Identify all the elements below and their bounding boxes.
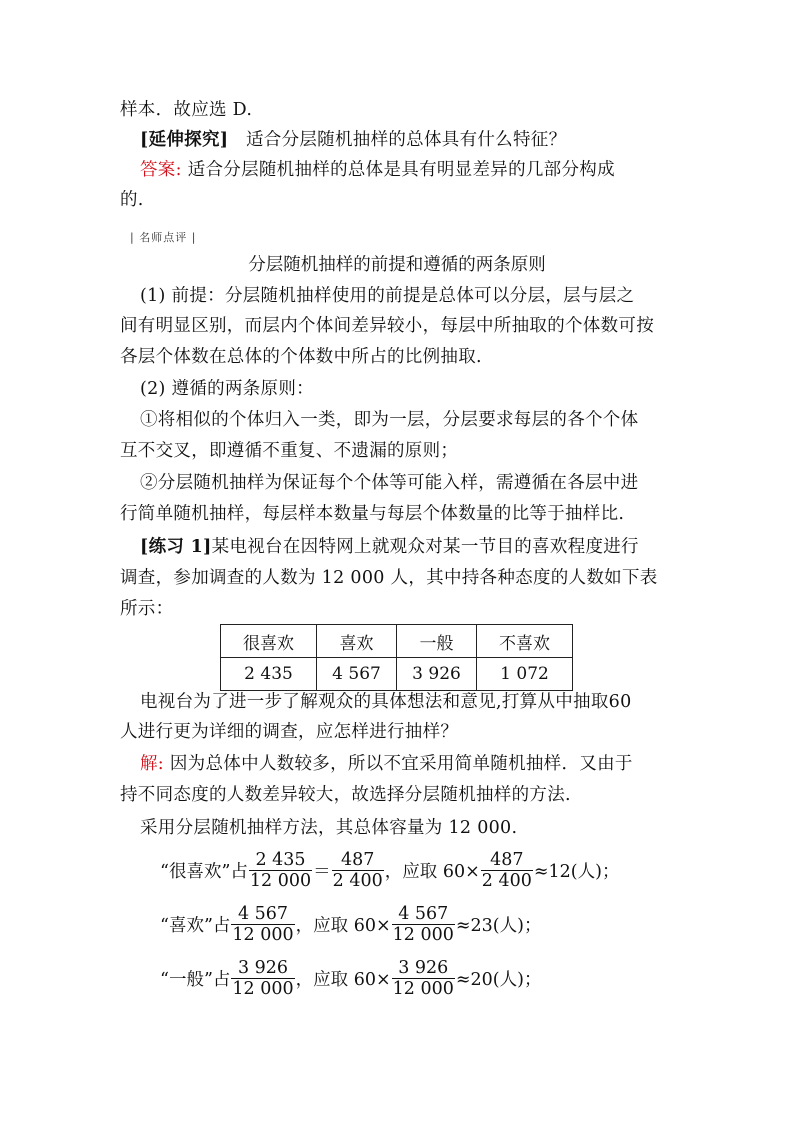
- equals-sign: ＝: [313, 861, 331, 882]
- exercise-label: [练习 1]: [140, 537, 212, 557]
- fraction-denominator: 12 000: [392, 924, 454, 945]
- formula-mid: ，应取 60×: [384, 861, 480, 882]
- exercise-line-2: 调查，参加调查的人数为 12 000 人，其中持各种态度的人数如下表: [120, 568, 658, 588]
- table-cell: 1 072: [477, 658, 573, 691]
- top-line: 样本．故应选 D.: [120, 100, 253, 120]
- exercise-line-1: [140, 535, 639, 559]
- formula-neutral: [160, 954, 541, 1002]
- fraction-numerator: 3 926: [231, 958, 294, 979]
- fraction-numerator: 4 567: [392, 904, 455, 925]
- table-header-cell: 一般: [397, 625, 477, 658]
- question-line-1: 电视台为了进一步了解观众的具体想法和意见,打算从中抽取60: [140, 692, 632, 712]
- fraction: [231, 904, 294, 945]
- extension-question: [140, 128, 566, 152]
- premise-line-3: 各层个体数在总体的个体数中所占的比例抽取.: [120, 347, 482, 367]
- exercise-text-1: 某电视台在因特网上就观众对某一节目的喜欢程度进行: [211, 537, 639, 557]
- fraction-denominator: 12 000: [232, 924, 294, 945]
- formula-mid: ，应取 60×: [295, 915, 391, 936]
- solution-line-1: [140, 752, 633, 776]
- solution-label: 解:: [140, 754, 164, 774]
- principle-2-line-1: ②分层随机抽样为保证每个个体等可能入样，需遵循在各层中进: [140, 473, 639, 493]
- premise-line-1: (1) 前提：分层随机抽样使用的前提是总体可以分层，层与层之: [140, 286, 635, 306]
- answer-text-1: 适合分层随机抽样的总体是具有明显差异的几部分构成: [187, 160, 615, 180]
- fraction: [392, 904, 455, 945]
- solution-line-3: 采用分层随机抽样方法，其总体容量为 12 000.: [140, 818, 518, 838]
- principle-1-line-2: 互不交叉，即遵循不重复、不遗漏的原则；: [120, 441, 459, 461]
- table-row: [221, 658, 573, 691]
- fraction: [481, 850, 533, 891]
- formula-mid: ，应取 60×: [295, 969, 391, 990]
- principles-heading: (2) 遵循的两条原则：: [140, 379, 314, 399]
- formula-very-like: [160, 846, 619, 894]
- fraction-numerator: 487: [481, 850, 533, 871]
- fraction: [249, 850, 312, 891]
- table-header-row: [221, 625, 573, 658]
- answer-label: 答案:: [140, 160, 182, 180]
- table-cell: 3 926: [397, 658, 477, 691]
- fraction-numerator: 2 435: [249, 850, 312, 871]
- answer-line-2: 的.: [120, 190, 144, 210]
- exercise-line-3: 所示：: [120, 599, 174, 619]
- section-title: 分层随机抽样的前提和遵循的两条原则: [248, 255, 546, 275]
- formula-tail: ≈12(人)；: [533, 861, 620, 882]
- table-header-cell: 喜欢: [317, 625, 397, 658]
- question-line-2: 人进行更为详细的调查，应怎样进行抽样？: [120, 722, 459, 742]
- fraction: [231, 958, 294, 999]
- fraction-numerator: 487: [332, 850, 384, 871]
- table-header-cell: 很喜欢: [221, 625, 317, 658]
- fraction-denominator: 12 000: [392, 978, 454, 999]
- formula-like: [160, 900, 541, 948]
- principle-1-line-1: ①将相似的个体归入一类，即为一层，分层要求每层的各个个体: [140, 410, 639, 430]
- formula-tail: ≈23(人)；: [455, 915, 542, 936]
- fraction-numerator: 4 567: [231, 904, 294, 925]
- commentary-tag: | 名师点评 |: [130, 231, 197, 244]
- fraction: [392, 958, 455, 999]
- extension-label: [延伸探究]: [140, 130, 229, 150]
- fraction: [332, 850, 384, 891]
- fraction-denominator: 12 000: [232, 978, 294, 999]
- fraction-denominator: 2 400: [481, 870, 532, 891]
- principle-2-line-2: 行简单随机抽样，每层样本数量与每层个体数量的比等于抽样比.: [120, 504, 625, 524]
- fraction-denominator: 12 000: [249, 870, 312, 891]
- solution-text-1: 因为总体中人数较多，所以不宜采用简单随机抽样．又由于: [169, 754, 633, 774]
- fraction-numerator: 3 926: [392, 958, 455, 979]
- fraction-denominator: 2 400: [332, 870, 383, 891]
- table-cell: 2 435: [221, 658, 317, 691]
- formula-lead: “一般”占: [160, 969, 231, 990]
- premise-line-2: 间有明显区别，而层内个体间差异较小，每层中所抽取的个体数可按: [120, 316, 654, 336]
- formula-lead: “喜欢”占: [160, 915, 231, 936]
- extension-text: 适合分层随机抽样的总体具有什么特征？: [245, 130, 567, 150]
- formula-lead: “很喜欢”占: [160, 861, 248, 882]
- attitude-table: [220, 624, 573, 691]
- table-header-cell: 不喜欢: [477, 625, 573, 658]
- formula-tail: ≈20(人)；: [455, 969, 542, 990]
- solution-line-2: 持不同态度的人数差异较大，故选择分层随机抽样的方法.: [120, 785, 571, 805]
- answer-line-1: [140, 158, 615, 182]
- table-cell: 4 567: [317, 658, 397, 691]
